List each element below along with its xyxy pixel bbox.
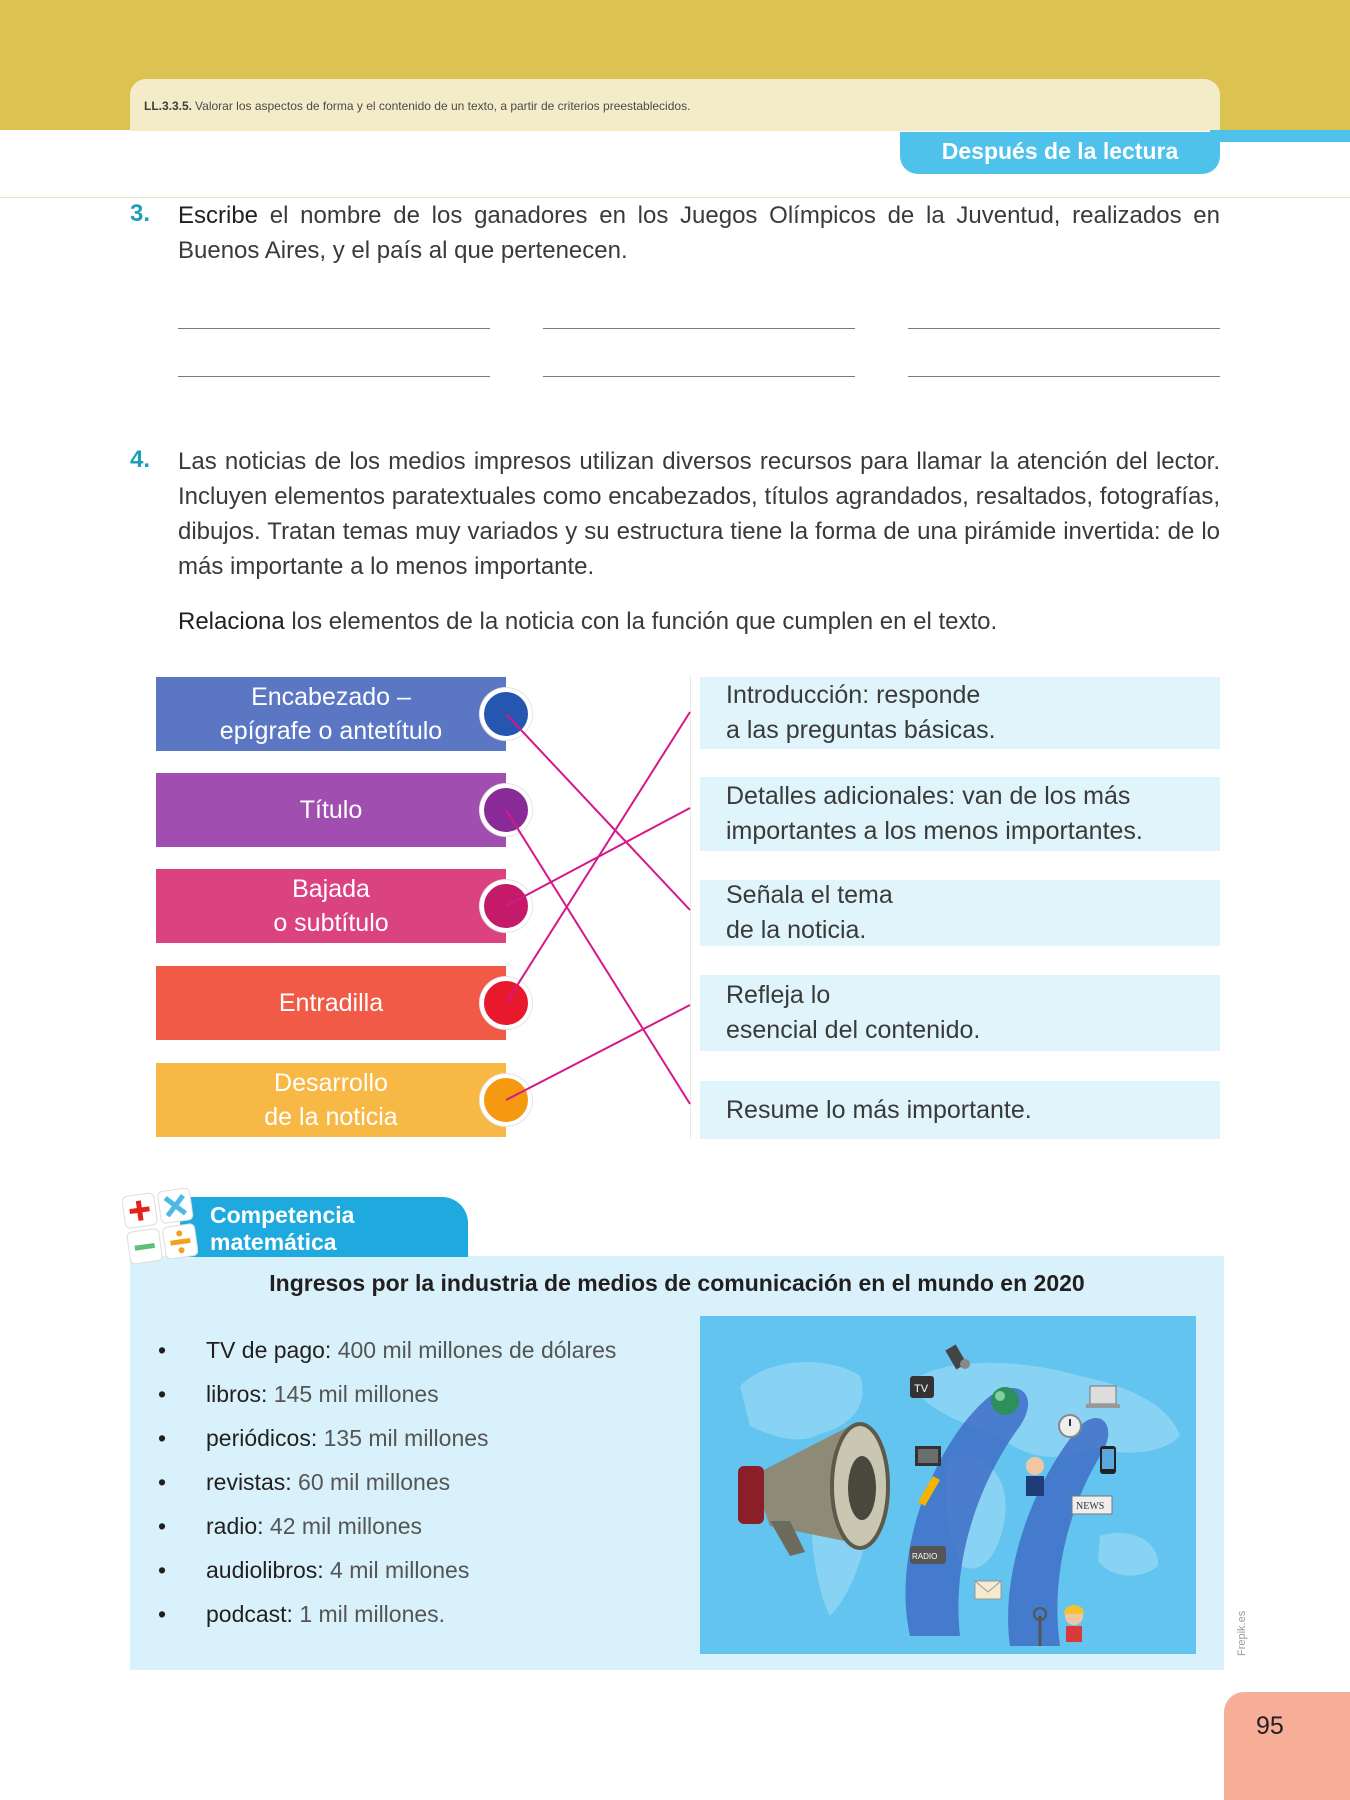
question-4-text: Las noticias de los medios impresos utilizan diversos recursos para llamar la atención del lector. Incluyen elementos paratextuales como encabezados, títulos agrandados, resaltados, fotografías, dibujos. Tratan temas muy variados y su estructura tiene la forma de una pirámide invertida: de lo más importante a lo menos importante. (178, 448, 1220, 580)
match-right-line1: Refleja lo (726, 981, 831, 1009)
section-ribbon: Después de la lectura (900, 132, 1220, 174)
tv-icon (910, 1376, 934, 1398)
answer-line[interactable] (543, 376, 855, 377)
item-label: TV de pago: (206, 1337, 332, 1363)
page-tab (1224, 1692, 1350, 1800)
answer-line[interactable] (543, 328, 855, 329)
match-dot[interactable] (480, 688, 532, 740)
match-divider (690, 676, 691, 1138)
item-value: 42 mil millones (263, 1513, 423, 1539)
question-4-instruction (178, 604, 1220, 639)
question-4-verb: Relaciona (178, 608, 285, 635)
match-dot[interactable] (480, 977, 532, 1029)
list-item (158, 1592, 616, 1636)
revenue-list (158, 1328, 616, 1636)
news-icon (1072, 1496, 1112, 1514)
match-right-line2: de la noticia. (726, 916, 867, 944)
skill-description: Valorar los aspectos de forma y el contenido de un texto, a partir de criterios preestablecidos. (195, 99, 691, 113)
competencia-line1: Competencia (210, 1202, 355, 1228)
item-label: periódicos: (206, 1425, 318, 1451)
question-3-body: el nombre de los ganadores en los Juegos Olímpicos de la Juventud, realizados en Buenos Aires, y el país al que pertenecen. (178, 202, 1220, 264)
media-illustration (700, 1316, 1196, 1654)
skill-bar (130, 79, 1220, 131)
answer-line[interactable] (178, 328, 490, 329)
item-label: libros: (206, 1381, 268, 1407)
match-left-line2: de la noticia (264, 1103, 398, 1131)
answer-line[interactable] (908, 376, 1220, 377)
match-right-senala (700, 880, 1220, 946)
match-right-refleja (700, 975, 1220, 1051)
match-dot[interactable] (480, 784, 532, 836)
match-right-resume (700, 1081, 1220, 1139)
person-icon (1064, 1605, 1084, 1642)
question-3-text (178, 198, 1220, 268)
skill-code: LL.3.3.5. (144, 99, 193, 113)
match-left-line1: Bajada (292, 875, 370, 903)
media-illustration-art (700, 1316, 1196, 1654)
answer-line[interactable] (178, 376, 490, 377)
satellite-icon (945, 1344, 970, 1369)
svg-text:NEWS: NEWS (1076, 1501, 1105, 1512)
list-item (158, 1548, 616, 1592)
match-left-line1: Encabezado – (251, 683, 411, 711)
globe-icon (991, 1387, 1019, 1415)
match-left-bajada (156, 869, 506, 943)
item-value: 60 mil millones (291, 1469, 451, 1495)
match-left-titulo (156, 773, 506, 847)
connector-line (506, 1005, 690, 1100)
connector-line (506, 714, 690, 910)
match-right-detalles (700, 777, 1220, 851)
radio-icon (910, 1546, 946, 1564)
competencia-line2: matemática (210, 1229, 337, 1255)
list-item (158, 1328, 616, 1372)
page-number: 95 (1256, 1712, 1284, 1740)
match-right-line2: esencial del contenido. (726, 1016, 981, 1044)
list-item (158, 1416, 616, 1460)
skill-text (144, 99, 690, 113)
match-left-entradilla (156, 966, 506, 1040)
item-value: 4 mil millones (323, 1557, 470, 1583)
connector-line (506, 810, 690, 1104)
competencia-label (210, 1202, 354, 1256)
match-left-line1: Desarrollo (274, 1069, 388, 1097)
svg-text:RADIO: RADIO (912, 1552, 938, 1561)
connector-line (506, 712, 690, 1003)
person-icon (1026, 1457, 1044, 1496)
question-3-verb: Escribe (178, 202, 259, 229)
match-left-line2: epígrafe o antetítulo (219, 717, 443, 745)
svg-text:TV: TV (914, 1383, 929, 1395)
match-right-line1: Detalles adicionales: van de los más (726, 782, 1131, 810)
question-4-instruction-body: los elementos de la noticia con la función que cumplen en el texto. (284, 608, 998, 635)
question-4-number: 4. (130, 446, 151, 473)
item-label: podcast: (206, 1601, 293, 1627)
clock-icon (1059, 1415, 1081, 1437)
phone-icon (1100, 1446, 1116, 1474)
answer-line[interactable] (908, 328, 1220, 329)
match-right-line2: a las preguntas básicas. (726, 716, 996, 744)
match-left-line1: Título (299, 796, 363, 824)
match-dot[interactable] (480, 1074, 532, 1126)
envelope-icon (975, 1581, 1001, 1599)
item-label: revistas: (206, 1469, 292, 1495)
match-right-line1: Señala el tema (726, 881, 893, 909)
competencia-title: Ingresos por la industria de medios de comunicación en el mundo en 2020 (269, 1270, 1085, 1296)
laptop-icon (1086, 1386, 1120, 1408)
match-left-desarrollo (156, 1063, 506, 1137)
list-item (158, 1504, 616, 1548)
list-item (158, 1460, 616, 1504)
monitor-icon (915, 1446, 941, 1466)
question-3-number: 3. (130, 200, 151, 227)
item-label: audiolibros: (206, 1557, 324, 1583)
image-credit: Frepik.es (1236, 1610, 1248, 1656)
match-right-line1: Introducción: responde (726, 681, 981, 709)
item-value: 135 mil millones (317, 1425, 489, 1451)
match-right-introduccion (700, 677, 1220, 749)
list-item (158, 1372, 616, 1416)
match-left-line1: Entradilla (278, 989, 384, 1017)
calculator-icon (122, 1188, 198, 1264)
match-right-line1: Resume lo más importante. (726, 1095, 1032, 1124)
item-value: 400 mil millones de dólares (331, 1337, 617, 1363)
connector-line (506, 808, 690, 906)
item-value: 145 mil millones (267, 1381, 439, 1407)
item-label: radio: (206, 1513, 264, 1539)
match-left-line2: o subtítulo (273, 909, 389, 937)
match-dot[interactable] (480, 880, 532, 932)
match-right-line2: importantes a los menos importantes. (726, 817, 1143, 845)
match-left-encabezado (156, 677, 506, 751)
item-value: 1 mil millones. (292, 1601, 446, 1627)
section-ribbon-tail (1210, 130, 1350, 142)
